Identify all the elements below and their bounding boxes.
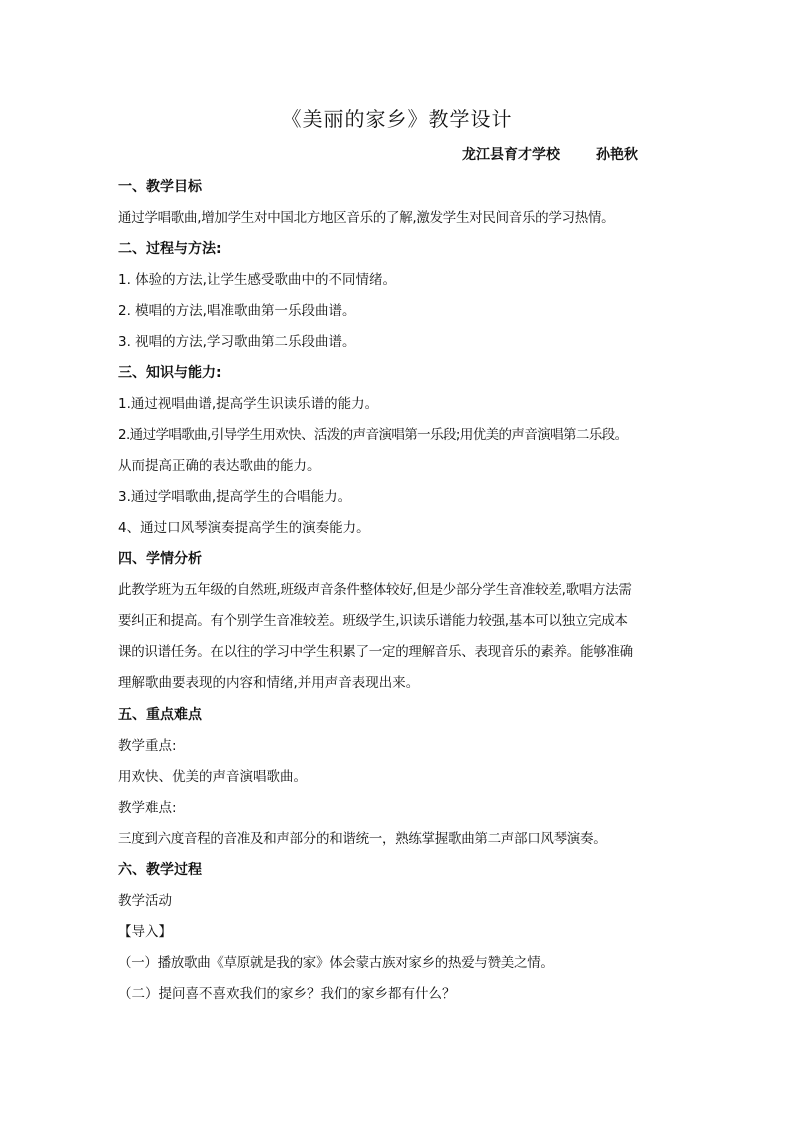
document-title: 《美丽的家乡》教学设计 (281, 107, 513, 131)
paragraph-line: （一）播放歌曲《草原就是我的家》体会蒙古族对家乡的热爱与赞美之情。 (118, 955, 554, 971)
section-heading-objectives: 一、教学目标 (118, 179, 202, 195)
section-heading-analysis: 四、学情分析 (118, 551, 202, 567)
section-heading-process: 二、过程与方法: (118, 241, 222, 257)
subheading: 教学重点: (118, 738, 177, 754)
paragraph-line: 通过学唱歌曲,增加学生对中国北方地区音乐的了解,激发学生对民间音乐的学习热情。 (118, 210, 615, 226)
paragraph-line: 用欢快、优美的声音演唱歌曲。 (118, 769, 307, 785)
subheading: 教学难点: (118, 800, 177, 816)
list-item: 2. 模唱的方法,唱准歌曲第一乐段曲谱。 (118, 303, 356, 319)
author-school: 龙江县育才学校 (462, 147, 560, 163)
subheading: 教学活动 (118, 893, 172, 909)
list-item: 3.通过学唱歌曲,提高学生的合唱能力。 (118, 489, 352, 505)
paragraph-line: 要纠正和提高。有个别学生音准较差。班级学生,识读乐谱能力较强,基本可以独立完成本 (118, 613, 628, 629)
list-item: 2.通过学唱歌曲,引导学生用欢快、活泼的声音演唱第一乐段;用优美的声音演唱第二乐段。 (118, 427, 628, 443)
paragraph-line: 理解歌曲要表现的内容和情绪,并用声音表现出来。 (118, 675, 420, 691)
subheading: 【导入】 (118, 924, 172, 940)
list-item: 4、通过口风琴演奏提高学生的演奏能力。 (118, 520, 370, 536)
section-heading-key-points: 五、重点难点 (118, 707, 202, 723)
author-name: 孙艳秋 (596, 147, 638, 163)
list-item: 3. 视唱的方法,学习歌曲第二乐段曲谱。 (118, 334, 356, 350)
paragraph-line: 此教学班为五年级的自然班,班级声音条件整体较好,但是少部分学生音准较差,歌唱方法需 (118, 582, 632, 598)
section-heading-teaching-process: 六、教学过程 (118, 862, 202, 878)
paragraph-line: （二）提问喜不喜欢我们的家乡？我们的家乡都有什么？ (118, 986, 456, 1002)
paragraph-line: 课的识谱任务。在以往的学习中学生积累了一定的理解音乐、表现音乐的素养。能够准确 (118, 644, 633, 660)
list-item: 1. 体验的方法,让学生感受歌曲中的不同情绪。 (118, 272, 396, 288)
paragraph-line: 三度到六度音程的音准及和声部分的和谐统一，熟练掌握歌曲第二声部口风琴演奏。 (118, 831, 607, 847)
list-item: 1.通过视唱曲谱,提高学生识读乐谱的能力。 (118, 396, 379, 412)
paragraph-line: 从而提高正确的表达歌曲的能力。 (118, 458, 321, 474)
section-heading-knowledge: 三、知识与能力: (118, 365, 222, 381)
